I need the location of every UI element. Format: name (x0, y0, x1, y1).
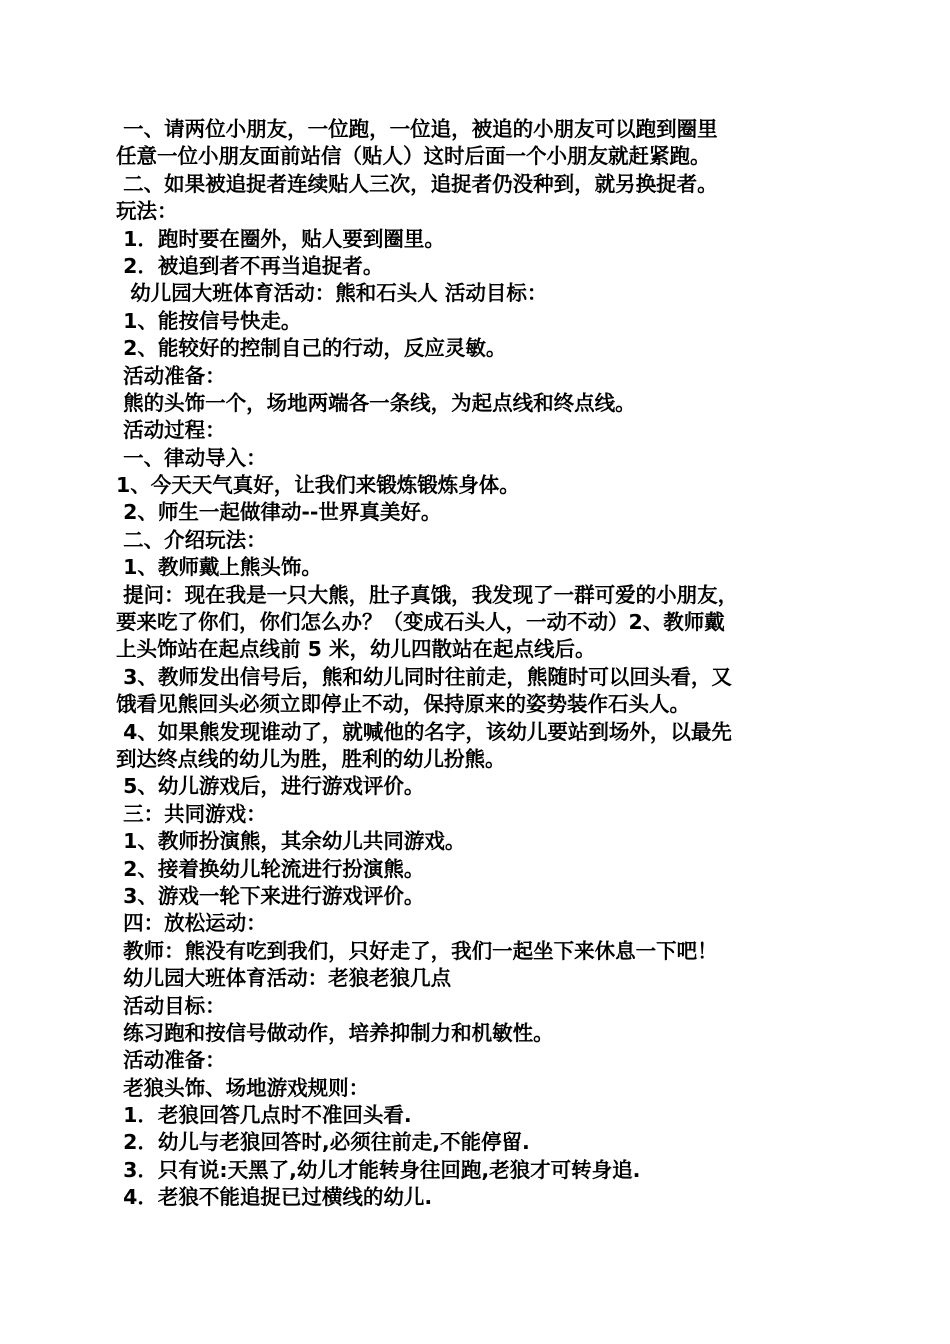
text-line: 熊的头饰一个，场地两端各一条线，为起点线和终点线。 (116, 390, 636, 415)
section-heading: 幼儿园大班体育活动：老狼老狼几点 (116, 966, 452, 991)
text-line: 玩法： (116, 199, 178, 224)
text-line: 2、接着换幼儿轮流进行扮演熊。 (116, 856, 425, 881)
text-line: 老狼头饰、场地游戏规则： (116, 1075, 370, 1100)
text-line: 1．跑时要在圈外，贴人要到圈里。 (116, 226, 445, 251)
text-line: 上头饰站在起点线前 5 米，幼儿四散站在起点线后。 (116, 637, 596, 662)
text-line: 活动过程： (116, 418, 226, 443)
text-line: 1、教师扮演熊，其余幼儿共同游戏。 (116, 829, 466, 854)
text-line: 要来吃了你们，你们怎么办？（变成石头人，一动不动）2、教师戴 (116, 610, 725, 635)
text-line: 1、教师戴上熊头饰。 (116, 555, 322, 580)
text-line: 四：放松运动： (116, 911, 267, 936)
text-line: 二、如果被追捉者连续贴人三次，追捉者仍没种到，就另换捉者。 (116, 171, 718, 196)
text-line: 活动目标： (116, 993, 226, 1018)
text-line: 4、如果熊发现谁动了，就喊他的名字，该幼儿要站到场外，以最先 (116, 719, 732, 744)
text-line: 饿看见熊回头必须立即停止不动，保持原来的姿势装作石头人。 (116, 692, 690, 717)
text-line: 一、请两位小朋友，一位跑，一位追，被追的小朋友可以跑到圈里 (116, 117, 718, 141)
text-line: 一、律动导入： (116, 445, 267, 470)
text-line: 三：共同游戏： (116, 801, 267, 826)
text-line: 二、介绍玩法： (116, 527, 267, 552)
text-line: 4．老狼不能追捉已过横线的幼儿. (116, 1185, 433, 1210)
text-line: 活动准备： (116, 363, 226, 388)
text-line: 活动准备： (116, 1048, 226, 1073)
text-line: 1．老狼回答几点时不准回头看. (116, 1103, 412, 1128)
text-line: 3．只有说:天黑了,幼儿才能转身往回跑,老狼才可转身追. (116, 1157, 641, 1182)
text-line: 3、游戏一轮下来进行游戏评价。 (116, 883, 425, 908)
text-line: 练习跑和按信号做动作，培养抑制力和机敏性。 (116, 1020, 554, 1045)
section-heading: 幼儿园大班体育活动：熊和石头人 活动目标： (116, 281, 548, 306)
text-line: 到达终点线的幼儿为胜，胜利的幼儿扮熊。 (116, 746, 506, 771)
text-line: 3、教师发出信号后，熊和幼儿同时往前走，熊随时可以回头看，又 (116, 664, 732, 689)
document-body (116, 116, 836, 1212)
text-line: 提问：现在我是一只大熊，肚子真饿，我发现了一群可爱的小朋友， (116, 582, 739, 607)
text-line: 2、能较好的控制自己的行动，反应灵敏。 (116, 336, 507, 361)
text-line: 1、今天天气真好，让我们来锻炼锻炼身体。 (116, 473, 520, 498)
text-line: 任意一位小朋友面前站信（贴人）这时后面一个小朋友就赶紧跑。 (116, 144, 711, 169)
text-line: 2．被追到者不再当追捉者。 (116, 253, 384, 278)
text-line: 2、师生一起做律动--世界真美好。 (116, 500, 442, 525)
text-line: 1、能按信号快走。 (116, 308, 302, 333)
text-line: 5、幼儿游戏后，进行游戏评价。 (116, 774, 425, 799)
text-line: 教师：熊没有吃到我们，只好走了，我们一起坐下来休息一下吧！ (116, 938, 718, 963)
text-line: 2．幼儿与老狼回答时,必须往前走,不能停留. (116, 1130, 530, 1155)
